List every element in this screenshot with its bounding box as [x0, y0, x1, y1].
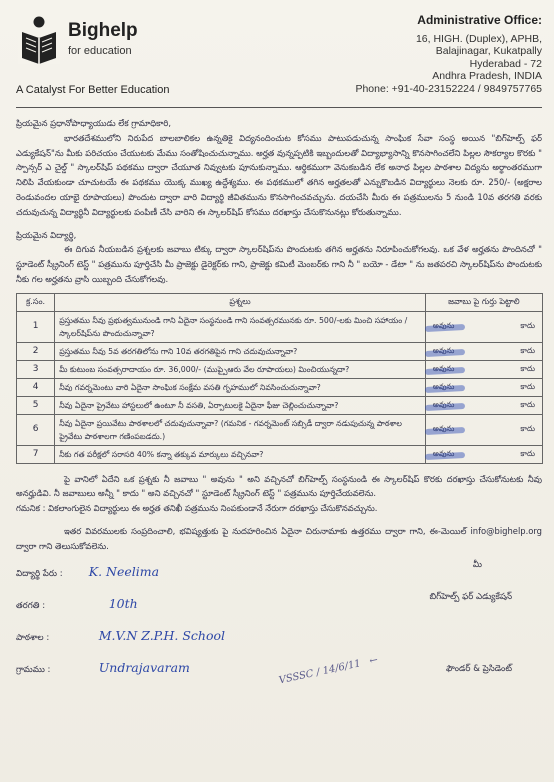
answer-no[interactable]: కాదు: [520, 345, 535, 355]
letter-body: [16, 116, 542, 554]
signoff-you: మీ: [472, 559, 482, 570]
header-divider: [16, 107, 542, 108]
answer-yes[interactable]: అవును: [429, 380, 459, 395]
table-row: [17, 445, 543, 463]
handwritten-stamp: [278, 654, 379, 686]
student-details-form: [16, 560, 542, 700]
answer-yes[interactable]: అవును: [429, 447, 459, 462]
class-value[interactable]: 10th: [108, 595, 138, 611]
answer-options: [429, 319, 539, 334]
address-line: Balajinagar, Kukatpally: [435, 45, 542, 57]
answer-options: [429, 380, 539, 395]
answer-yes[interactable]: అవును: [429, 422, 459, 437]
row-number: 6: [17, 414, 55, 445]
address-line: 16, HIGH. (Duplex), APHB,: [415, 32, 542, 45]
brand-subtitle: for education: [68, 45, 132, 57]
answer-options: [429, 422, 539, 437]
table-header-row: [17, 293, 543, 311]
office-title: Administrative Office:: [417, 13, 542, 27]
answer-no[interactable]: కాదు: [520, 381, 535, 391]
table-row: [17, 378, 543, 396]
row-question: నీవు గవర్నమెంటు వారి ఏదైనా సాంఘిక సంక్షేమ వసతి గృహములో నివసించుచున్నావా?: [55, 378, 426, 396]
name-value[interactable]: K. Neelima: [88, 563, 160, 579]
answer-options: [429, 362, 539, 377]
table-row: [17, 360, 543, 378]
row-number: 3: [17, 360, 55, 378]
intro-paragraph: భారతదేశములోని నిరుపేద బాలబాలికల ఉన్నతికై విద్యనందించుట కోసము పాటుపడుచున్న సాంఘిక సేవా సంస్థ అయిన "బిగ్‌హెల్ప్ ఫర్ ఎడ్యుకేషన్"ను మీకు పరిచయం చేయుటకు మేము సంతోషించుచున్నాము. అర్హత వున్నప్పటికి ఇబ్బందులతో విద్యాభ్యాసాన్ని కొనసాగించలేని పిల్లల సౌకర్యాల కొరకు " స్పాన్సర్ ఎ చైల్డ్ " స్కాలర్‌షిప్ పథకము ద్వారా చేయూత నివ్వుటకు పూనుకున్నాము. ఆర్థికముగా వెనుకబడిన లేక అనాధ పిల్లల పాఠశాల విద్యను అర్థాంతరముగా నిలిపి వేయకుండా చూచుటయే ఈ పథకము యొక్క ముఖ్య ఉద్దేశ్యము. ఈ పథకములో తగిన అర్హతలతో ఎన్నుకొబడిన విద్యార్థులు నెలకు రూ. 250/- (అక్షరాల రెండువందల యాభై రూపాయలు) పొందుట ద్వారా వారి విద్యార్థి జీవితమును కొనసాగించవచ్చును. దయచేసి మీరు ఈ పత్రములను 5 నుండి 10వ తరగతి వరకు చదువుచున్న విద్యార్థినీ విద్యార్థులకు పంపిణీ చేసి వారిని ఈ స్కాలర్‌షిప్ కోసము దరఖాస్తు చేసుకొనునట్లు కోరుతున్నాము.: [16, 132, 542, 217]
row-question: నీవు ఏదైనా ప్రయివేటు పాఠశాలలో చదువుచున్నావా? (గమనిక - గవర్నమెంట్ సబ్సిడీ ద్వారా నడుపుచున్న పాఠశాల ప్రైవేటు పాఠశాలగా గణింపబడదు.): [55, 414, 426, 445]
row-answer: [425, 378, 542, 396]
answer-no[interactable]: కాదు: [520, 424, 535, 434]
village-row: [16, 660, 190, 677]
name-row: [16, 564, 159, 581]
answer-yes[interactable]: అవును: [429, 362, 459, 377]
eligibility-table: [16, 293, 543, 464]
salutation-headmaster: ప్రియమైన ప్రధానోపాధ్యాయుడు లేక గ్రామాధికారి,: [16, 118, 172, 128]
row-question: ప్రస్తుతము నీవు ప్రభుత్వమునుండి గాని ఏదైనా సంస్థనుండి గాని సంవత్సరమునకు రూ. 500/-లకు మించి సహాయం / స్కాలర్‌షిప్‌ను పొందుచున్నావా?: [55, 311, 426, 342]
tagline: A Catalyst For Better Education: [16, 84, 170, 96]
logo: [18, 12, 198, 72]
col-header-questions: ప్రశ్నలు: [55, 293, 426, 311]
answer-options: [429, 344, 539, 359]
closing-paragraph: ఇతర వివరములకు సంప్రదించాలి, భవిష్యత్తుకు పై నుదహరించిన ఏదైనా చిరునామాకు ఉత్తరము ద్వారా గాని, ఈ-మెయిల్ info@bighelp.org ద్వారా గాని తెలుసుకోవలెను.: [16, 525, 542, 551]
row-answer: [425, 445, 542, 463]
answer-no[interactable]: కాదు: [520, 321, 535, 331]
signoff-org: బిగ్‌హెల్ప్ ఫర్ ఎడ్యుకేషన్: [429, 591, 512, 602]
after-table-paragraph: పై వానిలో ఏదేని ఒక ప్రశ్నకు నీ జవాబు " అవును " అని వచ్చినచో బిగ్‌హెల్ప్ సంస్థనుండి ఈ స్కాలర్‌షిప్ కొరకు దరఖాస్తు చేసుకోనుటకు నీవు అనర్హుడివి. నీ జవాబులు అన్నీ " కాదు " అని వచ్చినచో " స్టూడెంట్ స్క్రీనింగ్ టెస్ట్ " పత్రమును పూర్తిచేయవలెను.: [16, 473, 542, 499]
row-question: నీవు ఏదైనా ప్రైవేటు హాస్టలులో ఉంటూ నీ వసతి, ఏర్పాటులకై ఏదైనా ఫీజు చెల్లించుచున్నావా?: [55, 396, 426, 414]
table-row: [17, 311, 543, 342]
table-body: [17, 311, 543, 463]
row-answer: [425, 360, 542, 378]
row-answer: [425, 396, 542, 414]
answer-no[interactable]: కాదు: [520, 399, 535, 409]
answer-yes[interactable]: అవును: [429, 344, 459, 359]
note-paragraph: గమనిక : వికలాంగులైన విద్యార్థులు ఈ అర్హత తనిఖీ పత్రమును నింపకుండానే నేరుగా దరఖాస్తు చేసుకొనవచ్చును.: [16, 503, 378, 514]
row-number: 5: [17, 396, 55, 414]
book-person-logo-icon: [18, 14, 60, 64]
arrow-icon: ←: [368, 654, 379, 667]
answer-no[interactable]: కాదు: [520, 363, 535, 373]
row-number: 4: [17, 378, 55, 396]
row-answer: [425, 342, 542, 360]
row-question: మీ కుటుంబ సంవత్సరాదాయం రూ. 36,000/- (ముప్పైఆరు వేల రూపాయలు) మించియున్నదా?: [55, 360, 426, 378]
table-row: [17, 342, 543, 360]
col-header-number: క్ర.సం.: [17, 293, 55, 311]
office-address: [342, 14, 542, 95]
school-value[interactable]: M.V.N Z.P.H. School: [98, 627, 226, 643]
answer-options: [429, 447, 539, 462]
school-label: పాఠశాల :: [16, 632, 50, 643]
class-label: తరగతి :: [16, 600, 46, 611]
instructions-paragraph: ఈ దిగువ నీయబడిన ప్రశ్నలకు జవాబు టిక్కు ద్వారా స్కాలర్‌షిప్‌ను పొందుటకు తగిన అర్హతను నిరూపించుకోగలవు. ఒక వేళ అర్హతను పొందినచో " స్టూడెంట్ స్క్రీనింగ్ టెస్ట్ " పత్రమును పూర్తిచేసి మీ ప్రాజెక్టు డైరెక్టర్‌కు గాని, ప్రాజెక్టు కమిటీ మెంబర్‌కు గాని నీ " బయో - డేటా " ను జతపరచి స్కాలర్‌షిప్‌ను పొందుటకు నీకు గల అర్హతను వ్రాసి యిబ్బంది చేసుకోగలవు.: [16, 244, 542, 284]
school-row: [16, 628, 225, 645]
answer-options: [429, 398, 539, 413]
row-number: 2: [17, 342, 55, 360]
row-number: 7: [17, 445, 55, 463]
phone-line: Phone: +91-40-23152224 / 9849757765: [355, 82, 542, 95]
class-row: [16, 596, 138, 613]
village-label: గ్రామము :: [16, 664, 51, 675]
salutation-student: ప్రియమైన విద్యార్థి,: [16, 229, 77, 240]
row-answer: [425, 311, 542, 342]
col-header-answer: జవాబు పై గుర్తు పెట్టాలి: [425, 293, 542, 311]
address-line: Andhra Pradesh, INDIA: [432, 70, 542, 82]
address-line: Hyderabad - 72: [469, 57, 542, 70]
answer-yes[interactable]: అవును: [429, 319, 459, 334]
signoff-title: ఫౌండర్ & ప్రెసిడెంట్: [446, 663, 512, 674]
table-row: [17, 414, 543, 445]
table-row: [17, 396, 543, 414]
row-question: ప్రస్తుతము నీవు 5వ తరగతిలోను గాని 10వ తరగతిపైన గాని చదువుచున్నావా?: [55, 342, 426, 360]
answer-no[interactable]: కాదు: [520, 448, 535, 458]
name-label: విద్యార్థి పేరు :: [16, 568, 63, 579]
brand-name: Bighelp: [68, 20, 138, 41]
row-answer: [425, 414, 542, 445]
stamp-text: VSSSC / 14/6/11: [277, 657, 362, 686]
row-question: నీకు గత పరీక్షలో సరాసరి 40% కన్నా తక్కువ మార్కులు వచ్చినవా?: [55, 445, 426, 463]
row-number: 1: [17, 311, 55, 342]
letterhead: [16, 8, 542, 108]
answer-yes[interactable]: అవును: [429, 398, 459, 413]
village-value[interactable]: Undrajavaram: [98, 659, 190, 675]
